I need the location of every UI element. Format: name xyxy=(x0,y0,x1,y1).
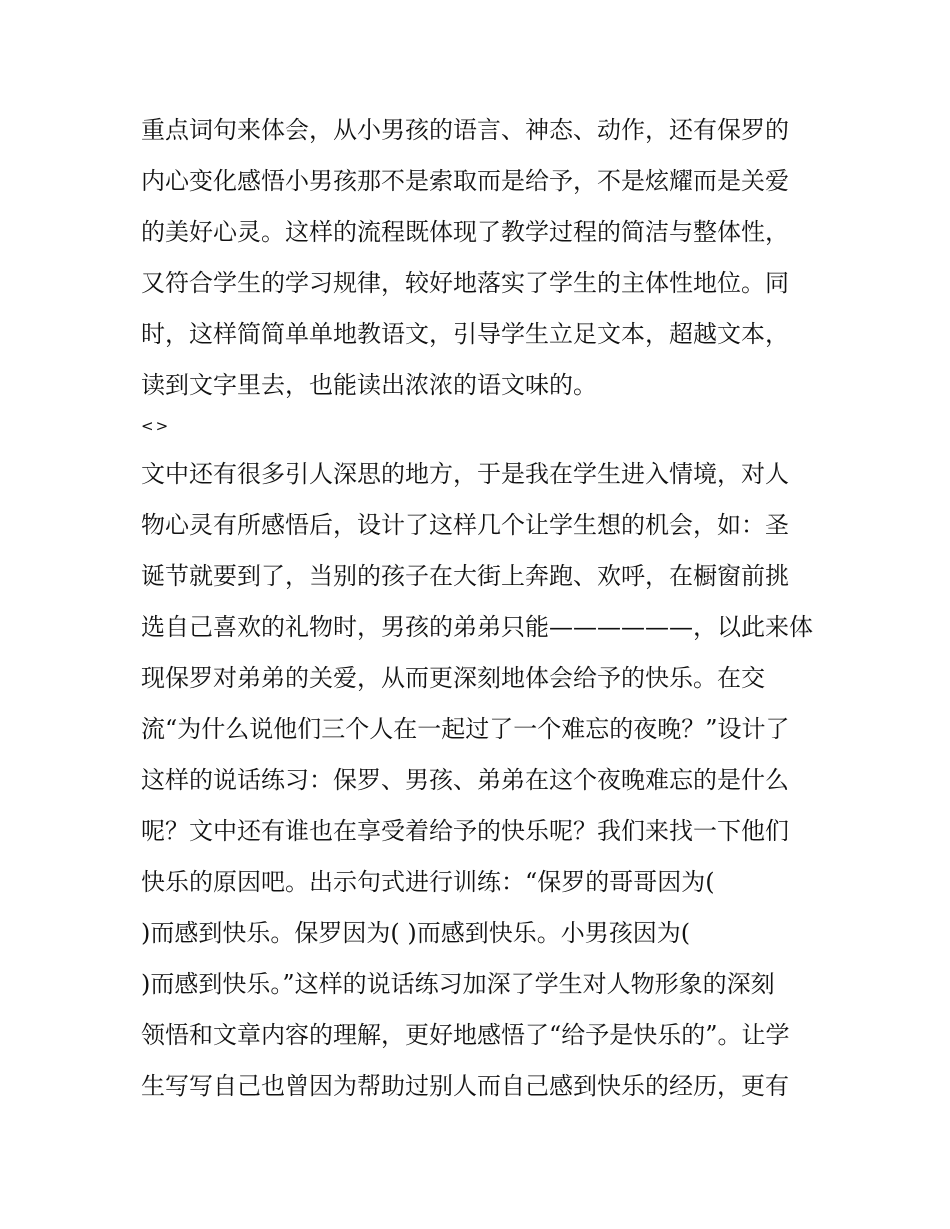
paragraph-line: 诞节就要到了，当别的孩子在大街上奔跑、欢呼，在橱窗前挑 xyxy=(141,562,789,590)
paragraph-line: 呢？文中还有谁也在享受着给予的快乐呢？我们来找一下他们 xyxy=(141,817,789,845)
section-separator: <> xyxy=(141,417,171,435)
paragraph-line: 物心灵有所感悟后，设计了这样几个让学生想的机会，如：圣 xyxy=(141,511,789,539)
paragraph-line: 流“为什么说他们三个人在一起过了一个难忘的夜晚？”设计了 xyxy=(141,715,790,743)
paragraph-line: 这样的说话练习：保罗、男孩、弟弟在这个夜晚难忘的是什么 xyxy=(141,766,789,794)
paragraph-line: 重点词句来体会，从小男孩的语言、神态、动作，还有保罗的 xyxy=(141,116,789,144)
paragraph-line: )而感到快乐。”这样的说话练习加深了学生对人物形象的深刻 xyxy=(141,970,775,998)
paragraph-line: )而感到快乐。保罗因为( )而感到快乐。小男孩因为( xyxy=(141,919,691,947)
paragraph-line: 现保罗对弟弟的关爱，从而更深刻地体会给予的快乐。在交 xyxy=(141,664,765,692)
paragraph-2 xyxy=(141,449,821,1112)
paragraph-line: 快乐的原因吧。出示句式进行训练：“保罗的哥哥因为( xyxy=(141,868,715,896)
paragraph-line: 文中还有很多引人深思的地方，于是我在学生进入情境，对人 xyxy=(141,460,789,488)
paragraph-line: 的美好心灵。这样的流程既体现了教学过程的简洁与整体性， xyxy=(141,218,789,246)
paragraph-line: 读到文字里去，也能读出浓浓的语文味的。 xyxy=(141,371,597,399)
paragraph-line: 生写写自己也曾因为帮助过别人而自己感到快乐的经历，更有 xyxy=(141,1072,789,1100)
paragraph-line: 时，这样简简单单地教语文，引导学生立足文本，超越文本， xyxy=(141,320,789,348)
paragraph-line: 领悟和文章内容的理解，更好地感悟了“给予是快乐的”。让学 xyxy=(141,1021,790,1049)
paragraph-line: 又符合学生的学习规律，较好地落实了学生的主体性地位。同 xyxy=(141,269,789,297)
paragraph-line: 内心变化感悟小男孩那不是索取而是给予，不是炫耀而是关爱 xyxy=(141,167,789,195)
paragraph-line: 选自己喜欢的礼物时，男孩的弟弟只能——————，以此来体 xyxy=(141,613,813,641)
paragraph-1 xyxy=(141,105,821,411)
